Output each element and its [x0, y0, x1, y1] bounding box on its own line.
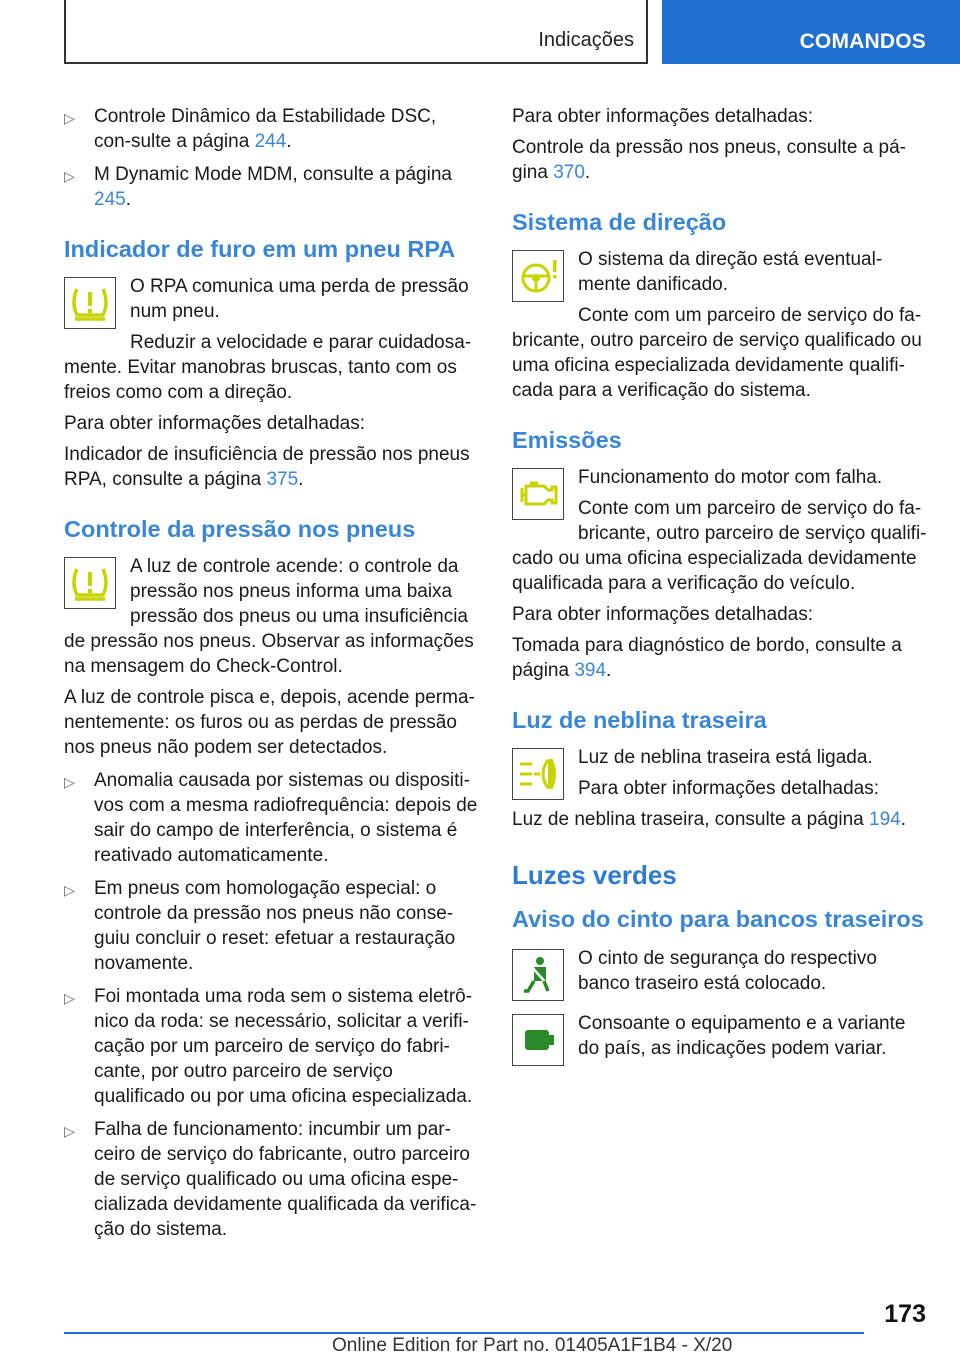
- rpa-heading: Indicador de furo em um pneu RPA: [64, 236, 456, 262]
- bullet-text: M Dynamic Mode MDM, consulte a página: [94, 164, 452, 185]
- belt-text-1: O cinto de segurança do respectivo banco traseiro está colocado.: [578, 948, 877, 994]
- steering-warning-icon: [512, 250, 564, 302]
- header-section-tab: [64, 0, 648, 64]
- steering-section: [512, 247, 928, 403]
- fog-text-3: Luz de neblina traseira, consulte a página 194.: [512, 809, 907, 830]
- emissions-text-2: Conte com um parceiro de serviço do fa-bricante, outro parceiro de serviço qualifi-cado ou uma oficina especializada devidamente qualificada para a verificação do veículo.: [512, 498, 927, 594]
- bullet-item: [64, 768, 478, 868]
- emissions-text-3: Para obter informações detalhadas:: [512, 604, 814, 625]
- bullet-text: Controle Dinâmico da Estabilidade DSC, con-sulte a página: [94, 106, 437, 152]
- emissions-section: [512, 465, 928, 683]
- steering-text-2: Conte com um parceiro de serviço do fa-bricante, outro parceiro de serviço qualificado ou uma oficina especializada devidamente qualifi-cada para a verificação do sistema.: [512, 305, 922, 401]
- steering-heading: Sistema de direção: [512, 209, 727, 235]
- footer-edition: Online Edition for Part no. 01405A1F1B4 - X/20: [332, 1335, 733, 1356]
- emissions-text-1: Funcionamento do motor com falha.: [578, 467, 883, 488]
- bullet-text: Foi montada uma roda sem o sistema eletrô-nico da roda: se necessário, solicitar a verifi-cação por um parceiro de serviço do fabri-cante, por outro parceiro de serviço qualificado ou por uma oficina especializada.: [94, 986, 473, 1107]
- rpa-text-2: Reduzir a velocidade e parar cuidadosa-mente. Evitar manobras bruscas, tanto com os freios como com a direção.: [64, 332, 472, 403]
- bullet-triangle-icon: ▷: [64, 990, 75, 1006]
- header-chapter-label: COMANDOS: [799, 30, 926, 53]
- bullet-item: [64, 1117, 478, 1242]
- left-column: [64, 104, 478, 1242]
- intro-text-1: Para obter informações detalhadas:: [512, 106, 814, 127]
- seatbelt-icon: [512, 949, 564, 1001]
- rdc-text-2: A luz de controle pisca e, depois, acende perma-nentemente: os furos ou as perdas de pressão nos pneus não podem ser detectados.: [64, 687, 475, 758]
- bullet-text: Em pneus com homologação especial: o controle da pressão nos pneus não conse-guiu concluir o reset: efetuar a restauração novamente.: [94, 878, 456, 974]
- tire-pressure-control-icon: [64, 557, 116, 609]
- belt-reminder-heading: Aviso do cinto para bancos traseiros: [512, 906, 924, 932]
- footer-divider: [64, 1332, 864, 1334]
- page-number: 173: [884, 1300, 926, 1328]
- green-status-icon: [512, 1014, 564, 1066]
- page-link-194[interactable]: 194: [869, 809, 901, 830]
- rpa-text-3: Para obter informações detalhadas:: [64, 413, 366, 434]
- page-link-394[interactable]: 394: [574, 660, 607, 681]
- steering-text-1: O sistema da direção está eventual-mente danificado.: [578, 249, 883, 295]
- rdc-text-1: A luz de controle acende: o controle da pressão nos pneus informa uma baixa pressão dos pneus ou uma insuficiência de pressão nos pneus. Observar as informações na mensagem do Check-Control.: [64, 556, 474, 677]
- intro-text-2: Controle da pressão nos pneus, consulte a pá-gina 370.: [512, 137, 906, 183]
- fog-section: [512, 745, 928, 832]
- fog-text-1: Luz de neblina traseira está ligada.: [578, 747, 873, 768]
- bullet-item: [64, 876, 478, 976]
- emissions-text-4: Tomada para diagnóstico de bordo, consulte a página 394.: [512, 635, 902, 681]
- bullet-triangle-icon: ▷: [64, 882, 75, 898]
- rear-fog-light-icon: [512, 748, 564, 800]
- bullet-triangle-icon: ▷: [64, 168, 75, 184]
- header-section-label: Indicações: [538, 29, 634, 51]
- rpa-text-1: O RPA comunica uma perda de pressão num pneu.: [130, 276, 469, 322]
- rpa-text-4: Indicador de insuficiência de pressão nos pneus RPA, consulte a página 375.: [64, 444, 470, 490]
- bullet-triangle-icon: ▷: [64, 1123, 75, 1139]
- bullet-item: ▷ Controle Dinâmico da Estabilidade DSC, con-sulte a página 244.: [64, 106, 437, 152]
- rdc-section: [64, 554, 478, 1242]
- bullet-triangle-icon: ▷: [64, 110, 75, 126]
- tire-pressure-warning-icon: [64, 277, 116, 329]
- page-link-375[interactable]: 375: [266, 469, 299, 490]
- right-column: [512, 104, 928, 1070]
- rpa-section: [64, 274, 478, 492]
- bullet-triangle-icon: ▷: [64, 774, 75, 790]
- emissions-heading: Emissões: [512, 427, 622, 453]
- engine-check-icon: [512, 468, 564, 520]
- green-lights-heading: Luzes verdes: [512, 860, 677, 890]
- bullet-item: ▷ M Dynamic Mode MDM, consulte a página 245.: [64, 164, 452, 210]
- page-link-370[interactable]: 370: [553, 162, 585, 183]
- belt-text-2: Consoante o equipamento e a variante do país, as indicações podem variar.: [578, 1013, 906, 1059]
- rdc-heading: Controle da pressão nos pneus: [64, 516, 416, 542]
- page-link-245[interactable]: 245: [94, 189, 126, 210]
- bullet-item: [64, 984, 478, 1109]
- page-link-244[interactable]: 244: [254, 131, 287, 152]
- fog-heading: Luz de neblina traseira: [512, 707, 767, 733]
- bullet-text: Anomalia causada por sistemas ou dispositi-vos com a mesma radiofrequência: depois de sair do campo de interferência, o sistema é reativado automaticamente.: [94, 770, 478, 866]
- bullet-text: Falha de funcionamento: incumbir um par-ceiro de serviço do fabricante, outro parceiro de serviço qualificado ou uma oficina espe-cializada devidamente qualificada da verifica-ção do sistema.: [94, 1119, 477, 1240]
- header-chapter-tab: [662, 0, 960, 64]
- fog-text-2: Para obter informações detalhadas:: [578, 778, 880, 799]
- belt-section: [512, 946, 928, 1061]
